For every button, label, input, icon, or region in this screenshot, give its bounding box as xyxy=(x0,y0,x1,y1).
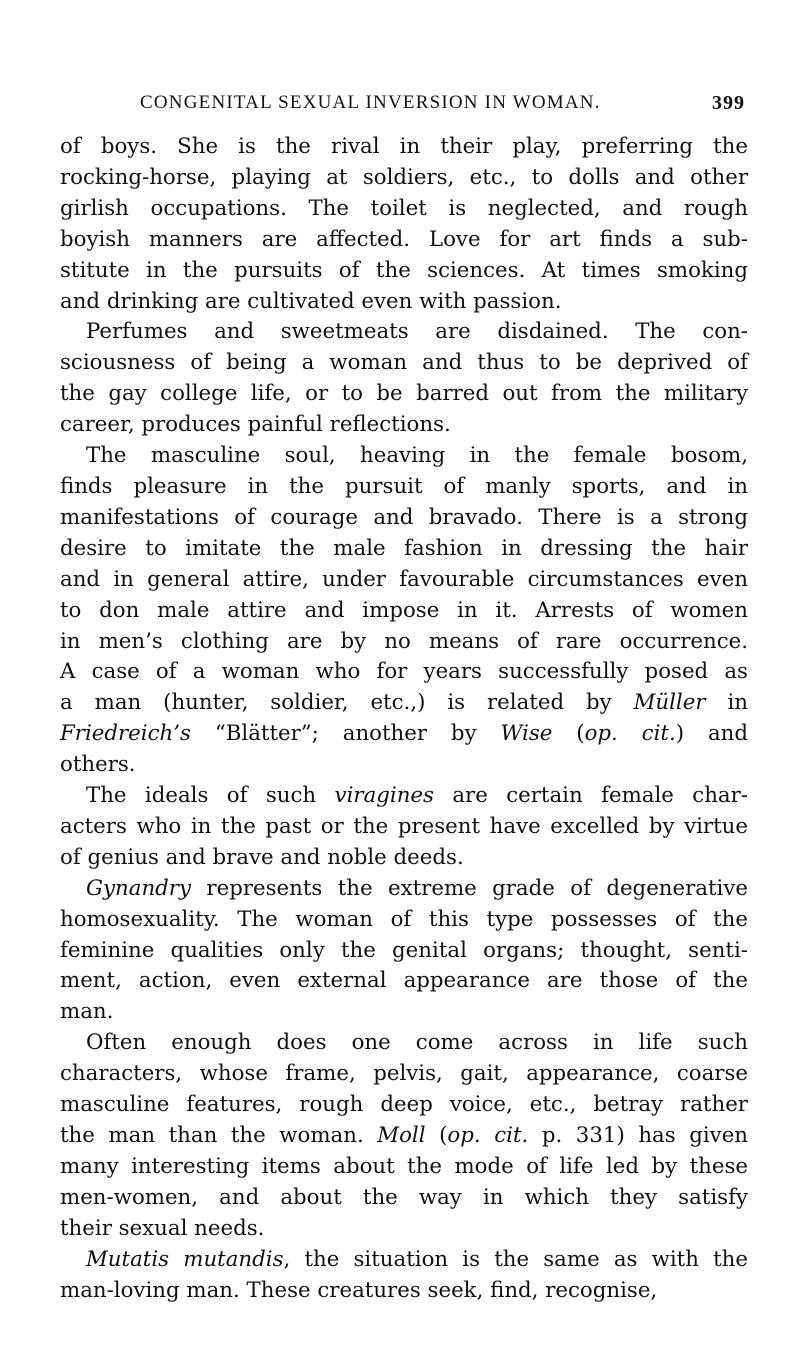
paragraph-p4 xyxy=(60,781,748,874)
text-line: Gynandry represents the extreme grade of degenerative xyxy=(86,875,748,901)
text-line: and drinking are cultivated even with passion. xyxy=(60,288,562,314)
text-line: the gay college life, or to be barred out from the military xyxy=(60,381,748,407)
text-line: finds pleasure in the pursuit of manly sports, and in xyxy=(60,473,748,499)
text-line: many interesting items about the mode of life led by these xyxy=(60,1153,748,1179)
running-title: CONGENITAL SEXUAL INVERSION IN WOMAN. xyxy=(140,92,601,113)
paragraph-p5 xyxy=(60,874,748,1029)
text-line: in men’s clothing are by no means of rare occurrence. xyxy=(60,628,748,654)
text-line: girlish occupations. The toilet is neglected, and rough xyxy=(60,195,748,221)
text-line: of genius and brave and noble deeds. xyxy=(60,844,464,870)
text-line: men-women, and about the way in which they satisfy xyxy=(60,1184,748,1210)
body-text xyxy=(60,132,748,1306)
paragraph-p1 xyxy=(60,132,748,317)
text-line: characters, whose frame, pelvis, gait, appearance, coarse xyxy=(60,1061,748,1087)
paragraph-p7 xyxy=(60,1245,748,1307)
text-line: stitute in the pursuits of the sciences. At times smoking xyxy=(60,257,748,283)
text-line: boyish manners are affected. Love for art finds a sub- xyxy=(60,226,748,252)
text-line: masculine features, rough deep voice, etc., betray rather xyxy=(60,1092,748,1118)
page-number: 399 xyxy=(712,92,745,114)
text-line: their sexual needs. xyxy=(60,1215,265,1241)
paragraph-p6 xyxy=(60,1028,748,1244)
text-line: man-loving man. These creatures seek, find, recognise, xyxy=(60,1277,658,1303)
paragraph-p2 xyxy=(60,317,748,441)
text-line: The ideals of such viragines are certain female char- xyxy=(86,783,748,809)
text-line: acters who in the past or the present have excelled by virtue xyxy=(60,813,748,839)
paragraph-p3 xyxy=(60,441,748,781)
text-line: Friedreich’s “Blätter”; another by Wise (op. cit.) and xyxy=(60,721,748,747)
text-line: rocking-horse, playing at soldiers, etc., to dolls and other xyxy=(60,164,748,190)
text-line: manifestations of courage and bravado. There is a strong xyxy=(60,504,748,530)
text-line: sciousness of being a woman and thus to be deprived of xyxy=(60,350,748,376)
text-line: A case of a woman who for years successfully posed as xyxy=(60,659,748,685)
text-line: homosexuality. The woman of this type possesses of the xyxy=(60,906,748,932)
text-line: The masculine soul, heaving in the female bosom, xyxy=(86,443,748,469)
text-line: others. xyxy=(60,752,136,778)
text-line: feminine qualities only the genital organs; thought, senti- xyxy=(60,937,748,963)
text-line: desire to imitate the male fashion in dressing the hair xyxy=(60,535,748,561)
text-line: the man than the woman. Moll (op. cit. p. 331) has given xyxy=(60,1123,749,1148)
text-line: a man (hunter, soldier, etc.,) is related by Müller in xyxy=(60,690,748,716)
running-head xyxy=(60,92,745,118)
text-line: career, produces painful reflections. xyxy=(60,412,451,438)
text-line: to don male attire and impose in it. Arrests of women xyxy=(60,597,748,623)
text-line: Perfumes and sweetmeats are disdained. The con- xyxy=(86,319,748,345)
text-line: Mutatis mutandis, the situation is the same as with the xyxy=(86,1246,748,1272)
text-line: and in general attire, under favourable circumstances even xyxy=(60,566,748,592)
text-line: ment, action, even external appearance are those of the xyxy=(60,968,748,994)
text-line: of boys. She is the rival in their play, preferring the xyxy=(60,134,748,159)
text-line: Often enough does one come across in life such xyxy=(86,1030,748,1056)
text-line: man. xyxy=(60,999,114,1025)
